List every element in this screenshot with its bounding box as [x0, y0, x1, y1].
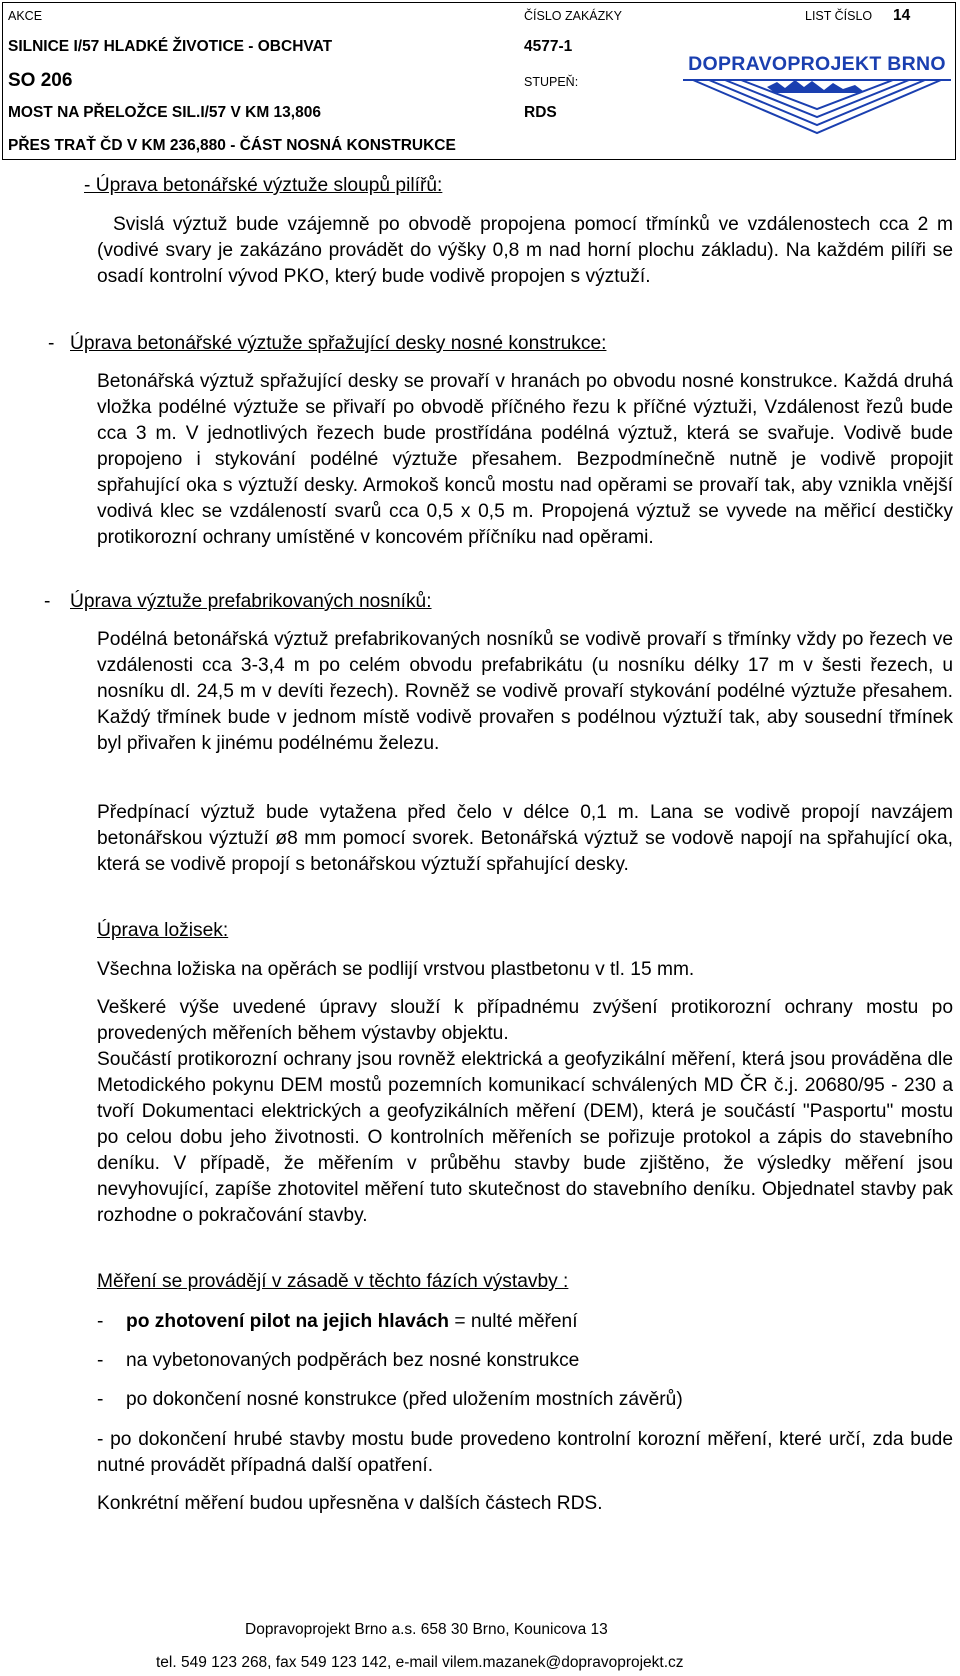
heading-columns-reinforcement: - Úprava betonářské výztuže sloupů pilířů: [84, 175, 443, 196]
heading-measurement-phases: Měření se provádějí v zásadě v těchto fázích výstavby : [97, 1271, 569, 1292]
paragraph-deck: Betonářská výztuž spřažující desky se provaří v hranách po obvodu nosné konstrukce. Každá druhá vložka podélné výztuže se přivaří po obvodě příčného řezu k příčné výztuži, Vzdálenost řezů bude cca 3 m. V jednotlivých řezech bude prostřídána podélná výztuž, která se svařuje. Vodivě bude propojeno i stykování podélné výztuže přesahem. Bezpodmínečně nutně je vodivě propojit spřahující oka s výztuží desky. Armokoš konců mostu nad opěrami se provaří tak, aby vznikla vnější vodivá klec se vzdáleností svarů cca 0,5 x 0,5 m. Propojená výztuž se vyvede na měřicí destičky protikorozní ochrany umístěné v koncovém příčníku nad opěrami. [97, 371, 953, 548]
company-logo [679, 53, 955, 143]
title-block [2, 2, 956, 160]
list-item-phase-2: na vybetonovaných podpěrách bez nosné konstrukce [126, 1350, 580, 1371]
footer-contact: tel. 549 123 268, fax 549 123 142, e-mail vilem.mazanek@dopravoprojekt.cz [156, 1654, 684, 1671]
footer-address: Dopravoprojekt Brno a.s. 658 30 Brno, Kounicova 13 [245, 1621, 608, 1638]
paragraph-columns: Svislá výztuž bude vzájemně po obvodě propojena pomocí třmínků ve vzdálenostech cca 2 m (vodivé svary je zakázáno provádět do výšky 0,8 m nad horní plochu základu). Na každém pilíři se osadí kontrolní vývod PKO, který bude vodivě propojen s výztuží. [97, 214, 953, 287]
stage-value: RDS [524, 104, 557, 121]
bridge-name-cont: PŘES TRAŤ ČD V KM 236,880 - ČÁST NOSNÁ KONSTRUKCE [8, 137, 456, 154]
paragraph-precast-beams: Podélná betonářská výztuž prefabrikovaných nosníků se vodivě provaří s třmínky vždy po řezech ve vzdálenosti cca 3-3,4 m po celém obvodu prefabrikátu (u nosníku délky 17 m v šesti řezech, u nosníku dl. 24,5 m v devíti řezech). Rovněž se vodivě provaří stykování podélné výztuže přesahem. Každý třmínek bude v jednom místě vodivě provařen s podélnou výztuží tak, aby sousední třmínek byl přivařen k jinému podélnému železu. [97, 629, 953, 754]
list-dash: - [97, 1350, 104, 1371]
bullet-dash: - [48, 333, 55, 354]
akce-label: AKCE [8, 9, 43, 23]
order-value: 4577-1 [524, 38, 573, 55]
stage-label: STUPEŇ: [524, 75, 579, 89]
order-label: ČÍSLO ZAKÁZKY [524, 9, 622, 23]
paragraph-dem-measurements: Součástí protikorozní ochrany jsou rovněž elektrická a geofyzikální měření, která jsou prováděna dle Metodického pokynu DEM mostů pozemních komunikací schválených MD ČR č.j. 20680/95 - 230 a tvoří Dokumentaci elektrických a geofyzikálních měření (DEM), která je součástí "Pasportu" mostu po celou dobu jeho životnosti. O kontrolních měřeních se pořizuje protokol a zápis do stavebního deníku. V případě, že měřením v průběhu stavby bude zjištěno, že výsledky měření jsou nevyhovující, zapíše zhotovitel měření tuto skutečnost do stavebního deníku. Objednatel stavby pak rozhodne o pokračování stavby. [97, 1049, 953, 1226]
paragraph-prestressing: Předpínací výztuž bude vytažena před čelo v délce 0,1 m. Lana se vodivě propojí navzájem betonářskou výztuží ø8 mm pomocí svorek. Betonářská výztuž se vodově napojí na spřahující oka, která se vodivě propojí s betonářskou výztuží spřahující desky. [97, 802, 953, 875]
list-dash: - [97, 1311, 104, 1332]
heading-precast-beams: Úprava výztuže prefabrikovaných nosníků: [70, 591, 432, 612]
list-item-phase-1-bold: po zhotovení pilot na jejich hlavách [126, 1311, 450, 1332]
paragraph-corrosion-protection: Veškeré výše uvedené úpravy slouží k případnému zvýšení protikorozní ochrany mostu po provedených měřeních během výstavby objektu. [97, 997, 953, 1044]
sheet-number: 14 [893, 7, 911, 24]
paragraph-closing: Konkrétní měření budou upřesněna v dalších částech RDS. [97, 1493, 603, 1514]
list-item-phase-3: po dokončení nosné konstrukce (před uložením mostních závěrů) [126, 1389, 683, 1410]
sheet-label: LIST ČÍSLO [805, 9, 873, 23]
list-item-phase-1 [126, 1309, 578, 1335]
list-item-phase-1-rest: = nulté měření [449, 1311, 578, 1332]
list-dash: - [97, 1389, 104, 1410]
logo-emblem-icon [679, 53, 955, 143]
so-number: SO 206 [8, 70, 73, 91]
bridge-name: MOST NA PŘELOŽCE SIL.I/57 V KM 13,806 [8, 104, 321, 121]
bullet-dash: - [44, 591, 51, 612]
heading-deck-reinforcement: Úprava betonářské výztuže spřažující desky nosné konstrukce: [70, 333, 607, 354]
paragraph-final-measurement: - po dokončení hrubé stavby mostu bude provedeno kontrolní korozní měření, které určí, zda bude nutné provádět případná další opatření. [97, 1429, 953, 1476]
paragraph-bearings: Všechna ložiska na opěrách se podlijí vrstvou plastbetonu v tl. 15 mm. [97, 959, 695, 980]
heading-bearings: Úprava ložisek: [97, 920, 229, 941]
logo-text: DOPRAVOPROJEKT BRNO [688, 53, 946, 75]
project-name: SILNICE I/57 HLADKÉ ŽIVOTICE - OBCHVAT [8, 38, 333, 55]
